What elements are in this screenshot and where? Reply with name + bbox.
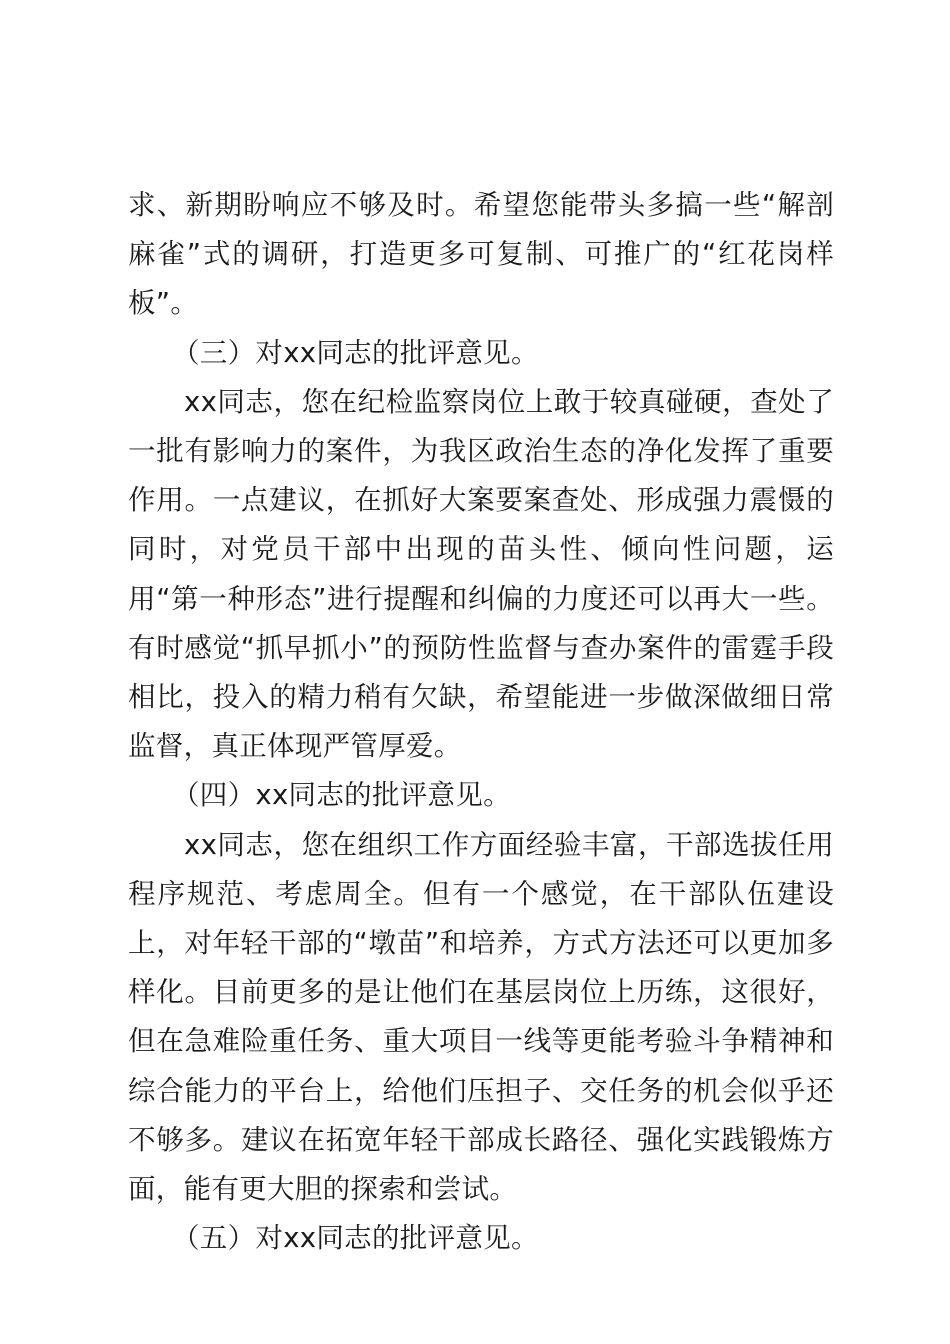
section-heading-5: （五）对xx同志的批评意见。 [172,1222,539,1255]
section-heading-3: （三）对xx同志的批评意见。 [172,336,539,369]
section-heading-4: （四）xx同志的批评意见。 [172,779,511,812]
paragraph-section-3: xx同志，您在纪检监察岗位上敢于较真碰硬，查处了一批有影响力的案件，为我区政治生态的净化发挥了重要作用。一点建议，在抓好大案要案查处、形成强力震慑的同时，对党员干部中出现的苗头性、倾向性问题，运用“第一种形态”进行提醒和纠偏的力度还可以再大一些。有时感觉“抓早抓小”的预防性监督与查办案件的雷霆手段相比，投入的精力稍有欠缺，希望能进一步做深做细日常监督，真正体现严管厚爱。 [128,385,834,763]
paragraph-continuation: 求、新期盼响应不够及时。希望您能带头多搞一些“解剖麻雀”式的调研，打造更多可复制、可推广的“红花岗样板”。 [128,189,834,320]
document-page [128,181,834,1263]
paragraph-section-4: xx同志，您在组织工作方面经验丰富，干部选拔任用程序规范、考虑周全。但有一个感觉，在干部队伍建设上，对年轻干部的“墩苗”和培养，方式方法还可以更加多样化。目前更多的是让他们在基层岗位上历练，这很好，但在急难险重任务、重大项目一线等更能考验斗争精神和综合能力的平台上，给他们压担子、交任务的机会似乎还不够多。建议在拓宽年轻干部成长路径、强化实践锻炼方面，能有更大胆的探索和尝试。 [128,828,834,1206]
